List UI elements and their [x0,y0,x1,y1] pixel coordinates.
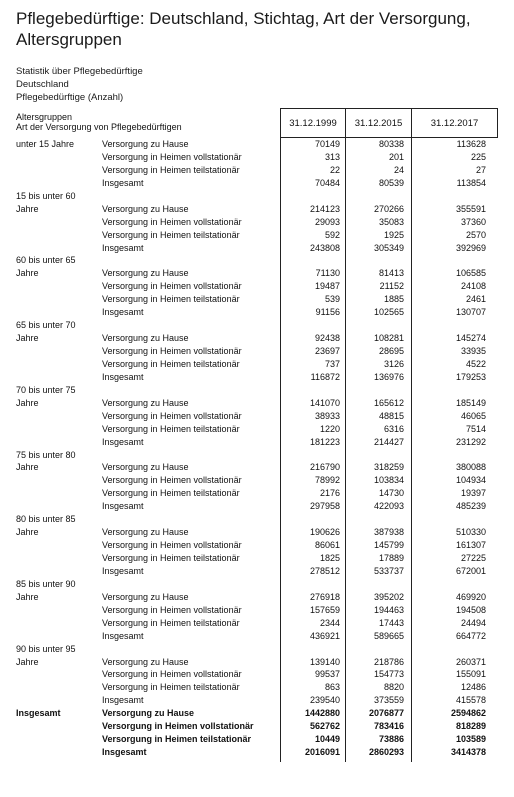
row-label: Versorgung zu Hause [102,397,189,408]
table-row [16,384,498,397]
cell-value: 113854 [456,177,486,188]
cell-value: 108281 [373,333,404,344]
cell-value: 104934 [455,475,486,486]
cell-value: 190626 [309,527,340,538]
cell-value: 103834 [373,475,404,486]
cell-value: 2461 [465,294,486,305]
cell-value: 19487 [314,281,340,292]
cell-value: 145274 [455,333,486,344]
row-label: Insgesamt [102,242,144,253]
cell-value: 23697 [314,346,340,356]
header-year-2015: 31.12.2015 [345,108,412,138]
cell-value: 592 [324,229,340,240]
age-group-name: 60 bis unter 65 [16,255,76,266]
table-row [16,513,498,526]
table-row [16,332,498,345]
table-row [16,358,498,371]
row-label: Versorgung zu Hause [102,139,189,149]
cell-value: 7514 [465,423,486,434]
cell-value: 415578 [455,695,486,706]
header-year-2017: 31.12.2017 [411,108,498,138]
cell-value: 181223 [309,436,340,447]
cell-value: 29093 [314,216,340,227]
table-row [16,500,498,513]
cell-value: 2860293 [368,747,404,758]
meta-line-statistic: Statistik über Pflegebedürftige [16,66,143,77]
row-label: Versorgung in Heimen vollstationär [102,669,242,680]
row-label: Insgesamt [102,177,144,188]
cell-value: 24494 [460,617,486,628]
header-label-age: Altersgruppen [16,112,73,122]
cell-value: 664772 [455,630,486,641]
cell-value: 510330 [455,527,486,538]
cell-value: 260371 [455,656,486,667]
cell-value: 3126 [383,358,404,369]
age-group-name-cont: Jahre [16,203,39,214]
table-row [16,474,498,487]
age-group-name-cont: Jahre [16,527,39,538]
table-row [16,643,498,656]
row-label: Insgesamt [102,747,147,758]
table-row [16,267,498,280]
column-separator [345,138,346,762]
cell-value: 38933 [314,410,340,421]
column-separator [280,138,281,762]
table-row [16,461,498,474]
cell-value: 562762 [309,721,340,732]
age-group-name: unter 15 Jahre [16,139,75,149]
table-row [16,280,498,293]
row-label: Versorgung zu Hause [102,462,189,473]
table-row [16,190,498,203]
cell-value: 35083 [378,216,404,227]
table-row [16,720,498,733]
cell-value: 2076877 [368,708,404,719]
cell-value: 10449 [314,734,340,745]
cell-value: 24108 [460,281,486,292]
row-label: Insgesamt [102,371,144,382]
table-body [16,138,498,759]
cell-value: 194463 [373,604,404,615]
age-group-name-cont: Jahre [16,268,39,279]
cell-value: 373559 [373,695,404,706]
cell-value: 21152 [379,281,404,292]
cell-value: 278512 [309,565,340,576]
cell-value: 2016091 [304,747,340,758]
data-table [16,108,498,759]
cell-value: 355591 [455,203,486,214]
row-label: Versorgung in Heimen teilstationär [102,164,240,175]
cell-value: 17443 [378,617,404,628]
row-label: Versorgung zu Hause [102,656,189,667]
cell-value: 2344 [319,617,340,628]
table-row [16,306,498,319]
table-row [16,668,498,681]
table-row [16,746,498,759]
table-row [16,254,498,267]
cell-value: 2594862 [450,708,486,719]
cell-value: 1885 [383,294,404,305]
cell-value: 214123 [309,203,340,214]
row-label: Versorgung in Heimen teilstationär [102,358,240,369]
meta-block [16,65,143,104]
cell-value: 422093 [373,501,404,512]
cell-value: 305349 [373,242,404,253]
age-group-name: 75 bis unter 80 [16,449,76,460]
cell-value: 141070 [309,397,340,408]
cell-value: 485239 [455,501,486,512]
cell-value: 589665 [373,630,404,641]
cell-value: 276918 [309,591,340,602]
table-row [16,733,498,746]
cell-value: 91156 [315,307,340,318]
cell-value: 533737 [373,565,404,576]
cell-value: 318259 [373,462,404,473]
table-row [16,164,498,177]
cell-value: 12486 [460,682,486,693]
table-row [16,203,498,216]
cell-value: 71130 [315,268,340,279]
cell-value: 216790 [309,462,340,473]
table-row [16,138,498,151]
row-label: Versorgung in Heimen vollstationär [102,281,242,292]
cell-value: 3414378 [450,747,486,758]
cell-value: 22 [329,164,340,175]
row-label: Versorgung in Heimen vollstationär [102,604,242,615]
cell-value: 19397 [460,488,486,499]
cell-value: 818289 [455,721,486,732]
cell-value: 46065 [460,410,486,421]
meta-line-region: Deutschland [16,79,69,90]
row-label: Versorgung in Heimen vollstationär [102,216,242,227]
table-header [16,108,498,138]
row-label: Versorgung in Heimen teilstationär [102,682,240,693]
cell-value: 201 [388,151,404,162]
cell-value: 380088 [455,462,486,473]
cell-value: 4522 [465,358,486,369]
cell-value: 70484 [314,177,340,188]
table-row [16,681,498,694]
cell-value: 1220 [319,423,340,434]
cell-value: 139140 [309,656,340,667]
cell-value: 102565 [373,307,404,318]
cell-value: 27225 [460,553,486,563]
row-label: Insgesamt [102,695,144,706]
cell-value: 33935 [460,346,486,356]
cell-value: 81413 [378,268,404,279]
row-label: Versorgung zu Hause [102,527,189,538]
cell-value: 130707 [455,307,486,318]
cell-value: 194508 [455,604,486,615]
cell-value: 218786 [373,656,404,667]
table-row [16,656,498,669]
age-group-name-cont: Jahre [16,656,39,667]
table-row [16,617,498,630]
cell-value: 231292 [455,436,486,447]
cell-value: 1925 [383,229,404,240]
table-row [16,293,498,306]
cell-value: 73886 [378,734,404,745]
age-group-name: 15 bis unter 60 [16,190,76,201]
row-label: Insgesamt [102,565,144,576]
cell-value: 78992 [314,475,340,486]
row-label: Versorgung in Heimen teilstationär [102,553,240,563]
cell-value: 2570 [465,229,486,240]
cell-value: 225 [470,151,486,162]
table-row [16,436,498,449]
cell-value: 155091 [455,669,486,680]
cell-value: 270266 [373,203,404,214]
row-label: Insgesamt [102,501,144,512]
age-group-name: 70 bis unter 75 [16,384,76,395]
row-label: Versorgung in Heimen teilstationär [102,229,240,240]
cell-value: 145799 [373,540,404,551]
table-row [16,319,498,332]
cell-value: 239540 [309,695,340,706]
row-label: Versorgung in Heimen vollstationär [102,151,242,162]
cell-value: 37360 [460,216,486,227]
age-group-name: 80 bis unter 85 [16,514,76,525]
cell-value: 157659 [309,604,340,615]
row-label: Insgesamt [102,630,144,641]
cell-value: 179253 [455,371,486,382]
cell-value: 297958 [309,501,340,512]
table-row [16,487,498,500]
age-group-name-cont: Jahre [16,591,39,602]
cell-value: 113628 [456,139,486,149]
header-label-type: Art der Versorgung von Pflegebedürftigen [16,122,182,132]
table-row [16,151,498,164]
row-label: Versorgung zu Hause [102,333,189,344]
table-row [16,397,498,410]
row-label: Insgesamt [102,436,144,447]
cell-value: 8820 [383,682,404,693]
row-label: Versorgung in Heimen teilstationär [102,423,240,434]
cell-value: 92438 [314,333,340,344]
cell-value: 863 [324,682,340,693]
row-label: Versorgung zu Hause [102,203,189,214]
table-row [16,216,498,229]
table-row [16,242,498,255]
row-label: Versorgung in Heimen vollstationär [102,721,254,732]
table-row [16,552,498,565]
table-row [16,410,498,423]
table-row [16,630,498,643]
cell-value: 80539 [378,177,404,188]
total-group-name: Insgesamt [16,708,61,719]
table-row [16,345,498,358]
header-year-1999: 31.12.1999 [280,108,346,138]
age-group-name-cont: Jahre [16,462,39,473]
cell-value: 136976 [373,371,404,382]
cell-value: 214427 [373,436,404,447]
table-row [16,449,498,462]
cell-value: 17889 [378,553,404,563]
cell-value: 116872 [310,371,340,382]
cell-value: 28695 [378,346,404,356]
cell-value: 1825 [319,553,340,563]
cell-value: 106585 [455,268,486,279]
table-row [16,591,498,604]
table-row [16,526,498,539]
cell-value: 48815 [378,410,404,421]
row-label: Versorgung zu Hause [102,708,195,719]
row-label: Versorgung zu Hause [102,591,189,602]
cell-value: 154773 [373,669,404,680]
column-separator [411,138,412,762]
meta-line-unit: Pflegebedürftige (Anzahl) [16,92,124,103]
row-label: Versorgung in Heimen teilstationär [102,617,240,628]
table-row [16,578,498,591]
table-row [16,707,498,720]
age-group-name: 65 bis unter 70 [16,320,76,331]
age-group-name: 90 bis unter 95 [16,643,76,654]
page-title: Pflegebedürftige: Deutschland, Stichtag, Art der Versorgung, Altersgruppen [16,9,471,49]
cell-value: 14730 [378,488,404,499]
age-group-name-cont: Jahre [16,397,39,408]
cell-value: 436921 [309,630,340,641]
age-group-name: 85 bis unter 90 [16,578,76,589]
row-label: Versorgung in Heimen vollstationär [102,410,242,421]
cell-value: 86061 [314,540,340,551]
table-row [16,371,498,384]
table-row [16,539,498,552]
cell-value: 103589 [455,734,486,745]
cell-value: 392969 [455,242,486,253]
row-label: Versorgung in Heimen teilstationär [102,734,252,745]
cell-value: 2176 [319,488,340,499]
row-label: Versorgung zu Hause [102,268,189,279]
row-label: Versorgung in Heimen vollstationär [102,540,242,551]
cell-value: 1442880 [304,708,340,719]
cell-value: 243808 [309,242,340,253]
row-label: Versorgung in Heimen teilstationär [102,294,240,305]
table-row [16,604,498,617]
cell-value: 24 [393,164,404,175]
table-row [16,565,498,578]
table-row [16,177,498,190]
cell-value: 70149 [314,139,340,149]
row-label: Versorgung in Heimen vollstationär [102,346,242,356]
age-group-name-cont: Jahre [16,333,39,344]
cell-value: 99537 [314,669,340,680]
cell-value: 387938 [373,527,404,538]
cell-value: 27 [475,164,486,175]
cell-value: 783416 [373,721,404,732]
cell-value: 6316 [383,423,404,434]
row-label: Insgesamt [102,307,144,318]
table-row [16,229,498,242]
cell-value: 185149 [455,397,486,408]
table-row [16,423,498,436]
cell-value: 313 [324,151,340,162]
row-label: Versorgung in Heimen teilstationär [102,488,240,499]
cell-value: 80338 [378,139,404,149]
cell-value: 161307 [455,540,486,551]
table-row [16,694,498,707]
cell-value: 737 [324,358,340,369]
header-label [16,112,182,132]
row-label: Versorgung in Heimen vollstationär [102,475,242,486]
cell-value: 395202 [373,591,404,602]
cell-value: 539 [324,294,340,305]
cell-value: 672001 [455,565,486,576]
cell-value: 469920 [455,591,486,602]
cell-value: 165612 [373,397,404,408]
